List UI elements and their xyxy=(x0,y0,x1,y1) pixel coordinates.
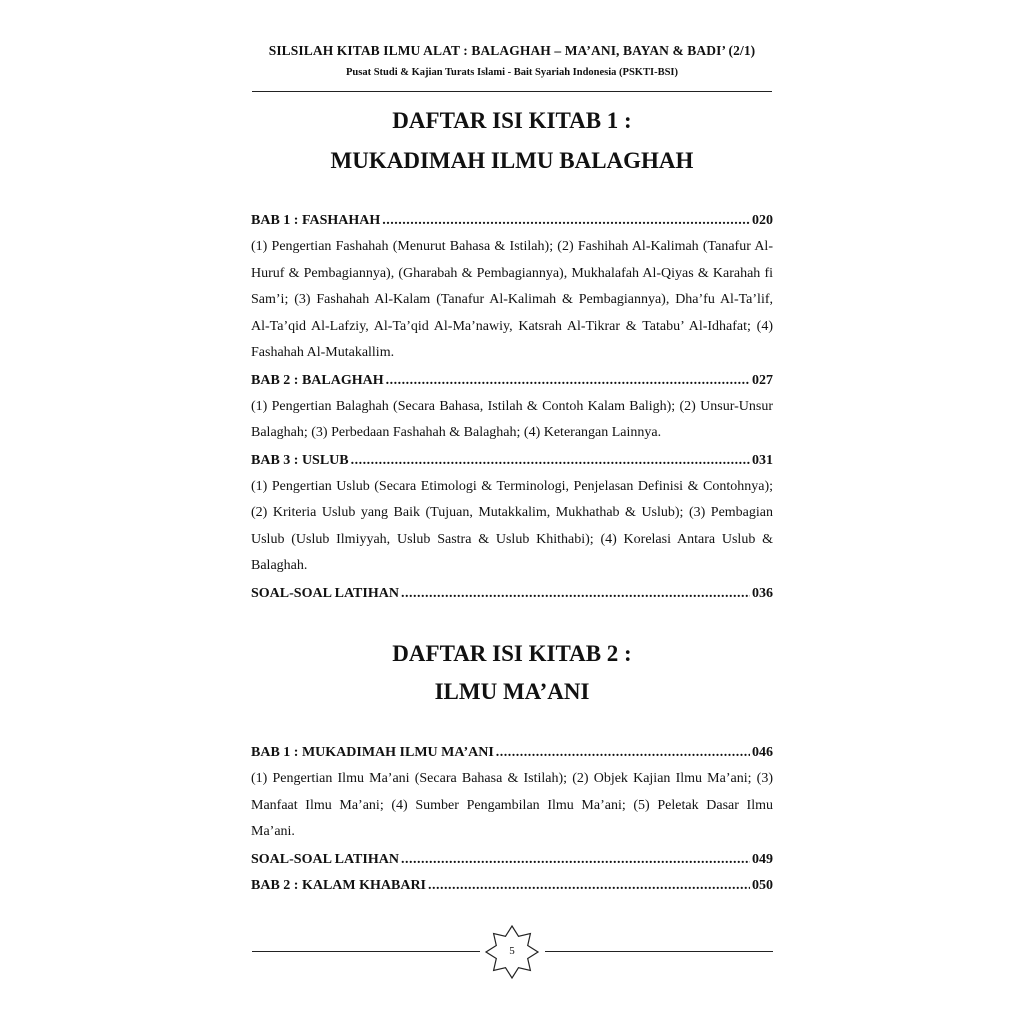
toc-entry-page: 020 xyxy=(752,213,773,228)
dot-leader xyxy=(496,740,750,766)
toc-entry-page: 031 xyxy=(752,452,773,468)
kitab2-title-line1: DAFTAR ISI KITAB 2 : xyxy=(392,641,632,666)
toc-entry-page: 050 xyxy=(752,877,773,893)
running-header-subtitle: Pusat Studi & Kajian Turats Islami - Bait Syariah Indonesia (PSKTI-BSI) xyxy=(346,67,678,78)
toc-entry[interactable] xyxy=(251,448,773,474)
header-divider xyxy=(252,91,772,92)
toc-entry[interactable] xyxy=(251,368,773,394)
toc-entry[interactable] xyxy=(251,847,773,873)
toc-entry-page: 036 xyxy=(752,585,773,601)
running-header-title: SILSILAH KITAB ILMU ALAT : BALAGHAH – MA’ANI, BAYAN & BADI’ (2/1) xyxy=(268,43,756,58)
kitab2-toc xyxy=(251,740,773,899)
kitab1-title-line2: MUKADIMAH ILMU BALAGHAH xyxy=(330,148,694,173)
dot-leader xyxy=(351,448,750,474)
toc-entry-description: (1) Pengertian Ilmu Ma’ani (Secara Bahasa & Istilah); (2) Objek Kajian Ilmu Ma’ani; (3) Manfaat Ilmu Ma’ani; (4) Sumber Pengambilan Ilmu Ma’ani; (5) Peletak Dasar Ilmu Ma’ani. xyxy=(251,771,773,839)
toc-entry-description: (1) Pengertian Uslub (Secara Etimologi & Terminologi, Penjelasan Definisi & Contohnya); (2) Kriteria Uslub yang Baik (Tujuan, Mutakkalim, Mukhathab & Uslub); (3) Pembagian Uslub (Uslub Ilmiyyah, Uslub Sastra & Uslub Khithabi); (4) Korelasi Antara Uslub & Balaghah. xyxy=(251,478,773,573)
toc-entry-label: BAB 3 : USLUB xyxy=(251,452,349,468)
toc-entry[interactable] xyxy=(251,873,773,899)
dot-leader xyxy=(386,368,750,394)
dot-leader xyxy=(401,847,750,873)
toc-entry-label: BAB 1 : FASHAHAH xyxy=(251,213,381,228)
dot-leader xyxy=(428,873,750,899)
kitab1-toc xyxy=(251,208,773,607)
toc-entry[interactable] xyxy=(251,581,773,607)
page-number: 5 xyxy=(509,945,515,957)
toc-entry-description: (1) Pengertian Balaghah (Secara Bahasa, Istilah & Contoh Kalam Baligh); (2) Unsur-Unsur Balaghah; (3) Perbedaan Fashahah & Balaghah; (4) Keterangan Lainnya. xyxy=(251,398,773,440)
dot-leader xyxy=(382,208,750,234)
dot-leader xyxy=(401,581,750,607)
toc-entry-page: 046 xyxy=(752,745,773,760)
toc-entry[interactable] xyxy=(251,208,773,234)
toc-entry-label: SOAL-SOAL LATIHAN xyxy=(251,851,399,867)
footer-divider-right xyxy=(545,951,773,952)
toc-entry-label: BAB 2 : KALAM KHABARI xyxy=(251,877,427,893)
toc-entry[interactable] xyxy=(251,740,773,766)
toc-entry-page: 027 xyxy=(752,372,773,388)
toc-entry-description: (1) Pengertian Fashahah (Menurut Bahasa & Istilah); (2) Fashihah Al-Kalimah (Tanafur Al-Huruf & Pembagiannya), (Gharabah & Pembagiannya), Mukhalafah Al-Qiyas & Karahah fi Sam’i; (3) Fashahah Al-Kalam (Tanafur Al-Kalimah & Pembagiannya), Dha’fu Al-Ta’lif, Al-Ta’qid Al-Lafziy, Al-Ta’qid Al-Ma’nawiy, Katsrah Al-Tikrar & Tatabu’ Al-Idhafat; (4) Fashahah Al-Mutakallim. xyxy=(251,239,773,360)
toc-entry-label: BAB 1 : MUKADIMAH ILMU MA’ANI xyxy=(251,745,494,760)
footer-divider-left xyxy=(252,951,480,952)
toc-entry-page: 049 xyxy=(752,851,773,867)
toc-entry-label: BAB 2 : BALAGHAH xyxy=(251,372,384,388)
kitab1-title-line1: DAFTAR ISI KITAB 1 : xyxy=(392,108,632,133)
kitab2-title-line2: ILMU MA’ANI xyxy=(434,679,590,704)
toc-entry-label: SOAL-SOAL LATIHAN xyxy=(251,585,399,601)
